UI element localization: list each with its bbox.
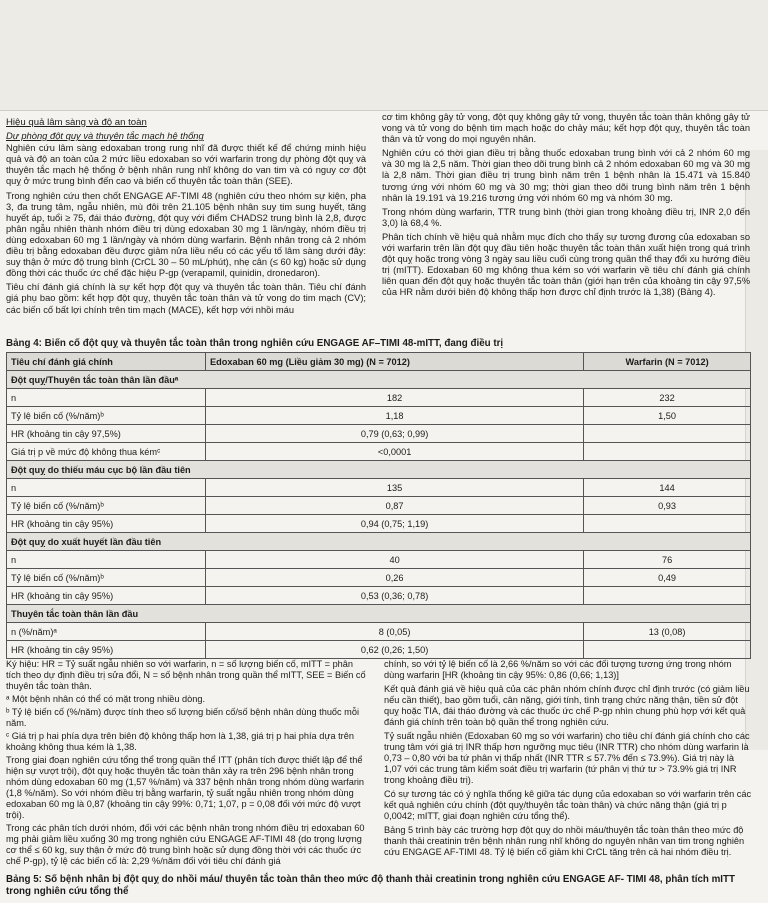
- group-title: Đột quỵ do xuất huyết lần đầu tiên: [7, 533, 751, 551]
- section-heading: Hiệu quả lâm sàng và độ an toàn: [6, 117, 147, 128]
- table-cell: n: [7, 551, 206, 569]
- table-cell: 0,62 (0,26; 1,50): [206, 641, 584, 659]
- table-cell: 76: [584, 551, 751, 569]
- table-cell: Tỷ lệ biến cố (%/năm)ᵇ: [7, 569, 206, 587]
- back-page-edge: [0, 0, 768, 111]
- paragraph: Tỷ suất ngẫu nhiên (Edoxaban 60 mg so với warfarin) cho tiêu chí đánh giá chính cho các trung tâm với giá trị INR thấp hơn ngưỡng mục tiêu (INR TTR) cho nhóm dùng warfarin là 0,73 – 0,80 với ba tứ phân vị thấp nhất (INR TTR ≤ 57.7% đến ≤ 73.9%). Giá trị này là 1,07 với các trung tâm kiểm soát điều trị warfarin (tứ phân vị thứ tư > 73.9% giá trị INR trong khoảng điều trị).: [384, 731, 750, 785]
- right-column: [382, 112, 750, 302]
- table-cell: n: [7, 479, 206, 497]
- table-row: [7, 623, 751, 641]
- section-subheading: Dự phòng đột quỵ và thuyên tắc mạch hệ thống: [6, 130, 204, 142]
- table-row: [7, 443, 751, 461]
- table-cell: 1,50: [584, 407, 751, 425]
- table-4-caption: Bảng 4: Biến cố đột quỵ và thuyên tắc toàn thân trong nghiên cứu ENGAGE AF–TIMI 48-mITT, đang điều trị: [6, 338, 504, 349]
- table-notes: [6, 659, 366, 869]
- paragraph: cơ tim không gây tử vong, đột quỵ không gây tử vong, thuyên tắc toàn thân không gây tử vong và tử vong do bệnh tim mạch hoặc do chảy máu; kết hợp đột quỵ, thuyên tắc toàn thân và tử vong do mọi nguyên nhân.: [382, 112, 750, 145]
- table-cell: [584, 641, 751, 659]
- paragraph: Trong các phân tích dưới nhóm, đối với các bệnh nhân trong nhóm điều trị edoxaban 60 mg phải giảm liều xuống 30 mg trong nghiên cứu ENGAGE AF-TIMI 48 (do trọng lượng cơ thể ≤ 60 kg, suy thận ở mức độ trung bình hoặc sử dụng đồng thời với các thuốc ức chế P-gp), tỷ lệ các biến cố là: 2,29 %/năm đối với tiêu chí đánh giá: [6, 823, 365, 866]
- right-lower-column: [384, 659, 752, 861]
- table-cell: [584, 587, 751, 605]
- paragraph: Tiêu chí đánh giá chính là sự kết hợp đột quỵ và thuyên tắc toàn thân. Tiêu chí đánh giá phụ bao gồm: kết hợp đột quỵ, thuyên tắc toàn thân và tử vong do tim mạch (CV); các biến cố bất lợi chính trên tim mạch (MACE), kết hợp với nhồi máu: [6, 282, 366, 315]
- table-cell: Tỷ lệ biến cố (%/năm)ᵇ: [7, 497, 206, 515]
- footnote-a: ᵃ Một bệnh nhân có thể có mặt trong nhiều dòng.: [6, 694, 206, 704]
- table-cell: 0,53 (0,36; 0,78): [206, 587, 584, 605]
- table-cell: 144: [584, 479, 751, 497]
- table-group-row: [7, 461, 751, 479]
- table-cell: HR (khoảng tin cậy 95%): [7, 641, 206, 659]
- footnote-b: ᵇ Tỷ lệ biến cố (%/năm) được tính theo số lượng biến cố/số bệnh nhân dùng thuốc mỗi năm.: [6, 707, 359, 728]
- table-cell: n (%/năm)ᵃ: [7, 623, 206, 641]
- table-cell: 13 (0,08): [584, 623, 751, 641]
- table-row: [7, 479, 751, 497]
- table-cell: 0,79 (0,63; 0,99): [206, 425, 584, 443]
- table-cell: 0,87: [206, 497, 584, 515]
- table-row: [7, 389, 751, 407]
- table-group-row: [7, 533, 751, 551]
- table-cell: 8 (0,05): [206, 623, 584, 641]
- paragraph: Nghiên cứu lâm sàng edoxaban trong rung nhĩ đã được thiết kế để chứng minh hiệu quả và độ an toàn của 2 mức liều edoxaban so với warfarin trong dự phòng đột quỵ và thuyên tắc mạch hệ thống ở bệnh nhân rung nhĩ không do van tim và có nguy cơ đột quỵ ở mức trung bình đến cao và biến cố thuyên tắc toàn thân (SEE).: [6, 143, 366, 187]
- paragraph: Trong nhóm dùng warfarin, TTR trung bình (thời gian trong khoảng điều trị, INR 2,0 đến 3,0) là 68,4 %.: [382, 206, 750, 228]
- table-cell: 135: [206, 479, 584, 497]
- paragraph: Kết quả đánh giá về hiệu quả của các phân nhóm chính được chỉ định trước (có giảm liều nếu cần thiết), bao gồm tuổi, cân nặng, giới tính, tình trạng chức năng thận, tiền sử đột quỵ hoặc TIA, đái tháo đường và các thuốc ức chế P-gp nhìn chung phù hợp với kết quả đánh giá chính trên toàn bộ quần thể trong nghiên cứu.: [384, 684, 750, 727]
- footnote-c: ᶜ Giá trị p hai phía dựa trên biên độ không thấp hơn là 1,38, giá trị p hai phía dựa trên khoảng không thua kém là 1,38.: [6, 731, 354, 752]
- table-row: [7, 569, 751, 587]
- table-header-row: [7, 353, 751, 371]
- table-row: [7, 641, 751, 659]
- table-cell: HR (khoảng tin cậy 97,5%): [7, 425, 206, 443]
- table-cell: [584, 425, 751, 443]
- table-group-row: [7, 371, 751, 389]
- table-group-row: [7, 605, 751, 623]
- paragraph: Có sự tương tác có ý nghĩa thống kê giữa tác dụng của edoxaban so với warfarin trên các kết quả nghiên cứu chính (đột quỵ/thuyên tắc toàn thân) và chức năng thận (giá trị p 0,0042; mITT, giai đoạn nghiên cứu tổng thể).: [384, 789, 752, 821]
- table-cell: n: [7, 389, 206, 407]
- column-header: Warfarin (N = 7012): [584, 353, 751, 371]
- paragraph: Nghiên cứu có thời gian điều trị bằng thuốc edoxaban trung bình với cả 2 nhóm 60 mg và 30 mg là 2,5 năm. Thời gian theo dõi trung bình cả 2 nhóm edoxaban 60 mg và 30 mg là 2,8 năm. Thời gian điều trị trung bình năm trên 1 bệnh nhân là 15.471 và 15.840 tương ứng với nhóm 60 mg và 30 mg; thời gian theo dõi trung bình năm trên 1 bệnh nhân là 19.191 và 19.216 tương ứng với nhóm 60 mg và nhóm 30 mg.: [382, 148, 750, 203]
- table-cell: 1,18: [206, 407, 584, 425]
- table-cell: 232: [584, 389, 751, 407]
- table-cell: 182: [206, 389, 584, 407]
- table-cell: [584, 443, 751, 461]
- table-4: [6, 352, 751, 659]
- table-cell: HR (khoảng tin cậy 95%): [7, 515, 206, 533]
- column-header: Edoxaban 60 mg (Liều giảm 30 mg) (N = 7012): [206, 353, 584, 371]
- paragraph: Trong giai đoạn nghiên cứu tổng thể trong quần thể ITT (phân tích được thiết lập để thể hiện sự vượt trội), đột quỵ hoặc thuyên tắc toàn thân xảy ra trên 296 bệnh nhân trong nhóm dùng edoxaban 60 mg (1,57 %/năm) và 337 bệnh nhân trong nhóm dùng warfarin (1,8 %/năm). So với nhóm điều trị bằng warfarin, tỷ suất ngẫu nhiên trong nhóm dùng edoxaban 60 mg là 0,87 (khoảng tin cậy 99%: 0,71; 1,07, p = 0,08 đối với mức độ vượt trội).: [6, 755, 365, 820]
- table-row: [7, 551, 751, 569]
- table-row: [7, 587, 751, 605]
- table-cell: 0,93: [584, 497, 751, 515]
- group-title: Đột quỵ/Thuyên tắc toàn thân lần đầuᵃ: [7, 371, 751, 389]
- table-cell: 0,49: [584, 569, 751, 587]
- group-title: Đột quỵ do thiếu máu cục bộ lần đầu tiên: [7, 461, 751, 479]
- table-cell: 0,94 (0,75; 1,19): [206, 515, 584, 533]
- table-row: [7, 515, 751, 533]
- paragraph: chính, so với tỷ lệ biến cố là 2,66 %/năm so với các đối tượng tương ứng trong nhóm dùng warfarin [HR (khoảng tin cậy 95%: 0,86 (0,66; 1,13)]: [384, 659, 732, 680]
- table-row: [7, 497, 751, 515]
- table-body: [7, 371, 751, 659]
- left-column: [6, 117, 366, 319]
- table-cell: Giá trị p về mức độ không thua kémᶜ: [7, 443, 206, 461]
- table-row: [7, 407, 751, 425]
- table-cell: Tỷ lệ biến cố (%/năm)ᵇ: [7, 407, 206, 425]
- table-cell: 40: [206, 551, 584, 569]
- table-cell: [584, 515, 751, 533]
- table-cell: 0,26: [206, 569, 584, 587]
- table-cell: <0,0001: [206, 443, 584, 461]
- column-header: Tiêu chí đánh giá chính: [7, 353, 206, 371]
- paragraph: Trong nghiên cứu then chốt ENGAGE AF-TIMI 48 (nghiên cứu theo nhóm sự kiện, pha 3, đa trung tâm, ngẫu nhiên, mù đôi trên 21.105 bệnh nhân suy tim sung huyết, tăng huyết áp, tuổi ≥ 75, đái tháo đường, đột quỵ với điểm CHADS2 trung bình là 2,8, được phân ngẫu nhiên thành nhóm điều trị dùng edoxaban 30 mg 1 lần/ngày, nhóm điều trị dùng edoxaban 60 mg 1 lần/ngày và nhóm dùng warfarin. Bệnh nhân trong cả 2 nhóm điều trị bằng edoxaban đều được giảm nửa liều nếu có các yếu tố lâm sàng dưới đây: suy thận ở mức độ trung bình (CrCL 30 – 50 mL/phút), nhẹ cân (≤ 60 kg) hoặc sử dụng đồng thời các thuốc ức chế đặc hiệu P-gp (verapamil, quinidin, dronedaron).: [6, 190, 366, 279]
- abbreviation-key: Ký hiệu: HR = Tỷ suất ngẫu nhiên so với warfarin, n = số lượng biến cố, mITT = phân tích theo dự định điều trị sửa đổi, N = số bệnh nhân trong quần thể mITT, SEE = Biến cố thuyên tắc toàn thân.: [6, 659, 366, 691]
- group-title: Thuyên tắc toàn thân lần đầu: [7, 605, 751, 623]
- table-cell: HR (khoảng tin cậy 95%): [7, 587, 206, 605]
- table-5-caption: Bảng 5: Số bệnh nhân bị đột quỵ do nhồi máu/ thuyên tắc toàn thân theo mức độ thanh thải creatinin trong nghiên cứu ENGAGE AF- TIMI 48, phân tích mITT trong nghiên cứu tổng thể: [6, 874, 736, 897]
- table-row: [7, 425, 751, 443]
- paragraph: Phân tích chính về hiệu quả nhằm mục đích cho thấy sự tương đương của edoxaban so với warfarin trên lần đột quỵ đầu tiên hoặc thuyên tắc toàn thân xuất hiện trong quá trình đột quỵ hoặc trong vòng 3 ngày sau liều cuối cùng trong quần thể thay đổi xu hướng điều trị (mITT). Edoxaban 60 mg không thua kém so với warfarin về tiêu chí đánh giá chính liên quan đến đột quỵ hoặc thuyên tắc toàn thân (giới hạn trên của khoảng tin cậy 97,5% của HR nằm dưới biên độ không thấp hơn được chỉ định trước là 1,38) (Bảng 4).: [382, 231, 750, 298]
- paragraph: Bảng 5 trình bày các trường hợp đột quỵ do nhồi máu/thuyên tắc toàn thân theo mức độ thanh thải creatinin trên bệnh nhân rung nhĩ không do nguyên nhân van tim trong nghiên cứu ENGAGE AF-TIMI 48. Tỷ lệ biến cố giảm khi CrCL tăng trên cả hai nhóm điều trị.: [384, 825, 745, 857]
